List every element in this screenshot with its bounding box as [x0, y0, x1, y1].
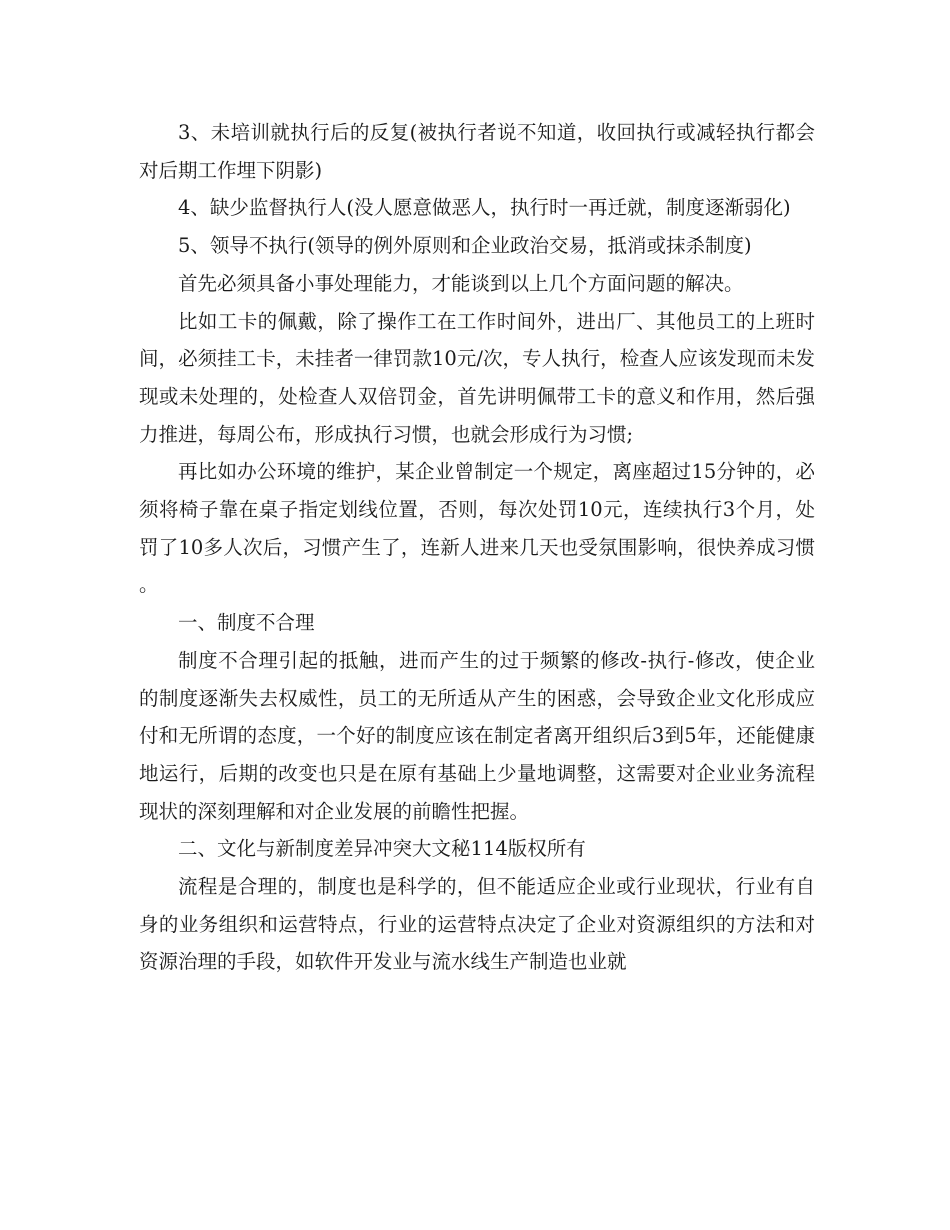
paragraph-work-badge-example: 比如工卡的佩戴，除了操作工在工作时间外，进出厂、其他员工的上班时间，必须挂工卡，未挂者一律罚款10元/次，专人执行，检查人应该发现而未发现或未处理的，处检查人双倍罚金，首先讲明佩带工卡的意义和作用，然后强力推进，每周公布，形成执行习惯，也就会形成行为习惯; [139, 309, 815, 446]
paragraph-unreasonable-system: 制度不合理引起的抵触，进而产生的过于频繁的修改-执行-修改，使企业的制度逐渐失去权威性，员工的无所适从产生的困惑，会导致企业文化形成应付和无所谓的态度，一个好的制度应该在制定者离开组织后3到5年，还能健康地运行，后期的改变也只是在原有基础上少量地调整，这需要对企业业务流程现状的深刻理解和对企业发展的前瞻性把握。 [139, 648, 815, 823]
document-body [139, 114, 815, 981]
paragraph-item-5-leader-not-executing: 5、领导不执行(领导的例外原则和企业政治交易，抵消或抹杀制度) [178, 234, 752, 258]
paragraph-small-matters: 首先必须具备小事处理能力，才能谈到以上几个方面问题的解决。 [178, 271, 744, 295]
section-heading-culture-conflict: 二、文化与新制度差异冲突大文秘114版权所有 [178, 837, 586, 861]
section-heading-unreasonable-system: 一、制度不合理 [178, 611, 315, 635]
paragraph-office-environment-example: 再比如办公环境的维护，某企业曾制定一个规定，离座超过15分钟的，必须将椅子靠在桌子指定划线位置，否则，每次处罚10元，连续执行3个月，处罚了10多人次后，习惯产生了，连新人进来几天也受氛围影响，很快养成习惯。 [139, 460, 815, 597]
paragraph-item-3-untrained-execution: 3、未培训就执行后的反复(被执行者说不知道，收回执行或减轻执行都会对后期工作埋下阴影) [139, 121, 815, 182]
paragraph-process-and-industry: 流程是合理的，制度也是科学的，但不能适应企业或行业现状，行业有自身的业务组织和运营特点，行业的运营特点决定了企业对资源组织的方法和对资源治理的手段，如软件开发业与流水线生产制造也业就 [139, 875, 815, 974]
paragraph-item-4-no-supervisor: 4、缺少监督执行人(没人愿意做恶人，执行时一再迁就，制度逐渐弱化) [178, 196, 791, 220]
